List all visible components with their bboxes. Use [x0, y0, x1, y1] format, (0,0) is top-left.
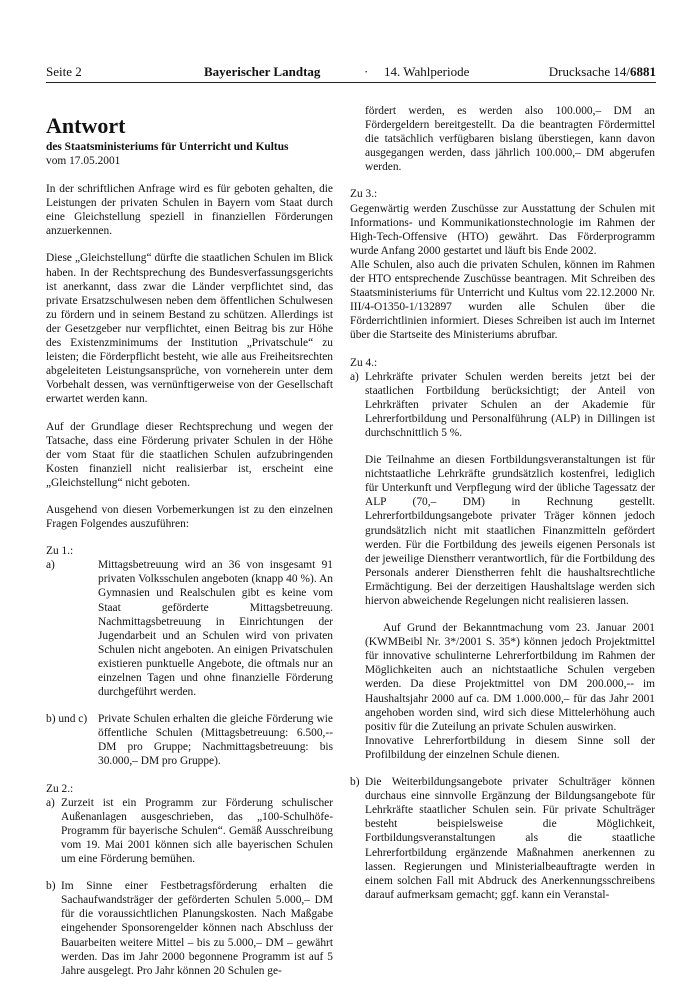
- item-label: b): [46, 880, 56, 893]
- section-heading: Zu 4.:: [350, 356, 378, 369]
- paragraph: Auf der Grundlage dieser Rechtsprechung und wegen der Tatsache, dass eine Förderung privater Schulen in der Höhe der vom Staat für die staatlichen Schulen aufzubringenden Kosten finanziell nicht realisierbar ist, erscheint eine „Gleichstellung“ nicht geboten.: [46, 420, 333, 489]
- print-prefix: Drucksache 14/: [548, 64, 630, 79]
- paragraph: Ausgehend von diesen Vorbemerkungen ist zu den einzelnen Fragen Folgendes auszuführen:: [46, 503, 333, 531]
- item-label: a): [350, 370, 359, 383]
- paragraph: fördert werden, es werden also 100.000,– DM an Fördergeldern bereitgestellt. Da die beantragten Fördermittel die tatsächlich verfügbaren bislang überstiegen, kann davon ausgegangen werden, dass jährlich 100.000,– DM abgerufen werden.: [365, 105, 655, 174]
- doc-subtitle: des Staatsministeriums für Unterricht und Kultus: [46, 141, 289, 153]
- item-text: Zurzeit ist ein Programm zur Förderung schulischer Außenanlagen ausgeschrieben, das „100-Schulhöfe-Programm für bayerische Schulen“. Gemäß Ausschreibung vom 19. Mai 2001 können sich alle bayerischen Schulen um eine Förderung bemühen.: [61, 796, 333, 866]
- print-number: [549, 64, 656, 80]
- list-item: [46, 558, 333, 699]
- section-heading: Zu 1.:: [46, 545, 74, 558]
- legislative-period: 14. Wahlperiode: [384, 64, 470, 79]
- left-column: [46, 110, 333, 991]
- paragraph: [350, 621, 655, 762]
- paragraph-text: Auf Grund der Bekanntmachung vom 23. Januar 2001 (KWMBeibl Nr. 3*/2001 S. 35*) können jedoch Projektmittel für innovative schulinterne Lehrerfortbildung im Rahmen der Möglichkeiten auch an nichtstaatliche Schulen vergeben werden. Da diese Projektmittel von DM 200.000,-- im Haushaltsjahr 2000 auf ca. DM 1.000.000,– für das Jahr 2001 angehoben worden sind, wird sich diese Mittelerhöhung auch positiv für die Zuteilung an private Schulen auswirken.: [365, 622, 655, 733]
- list-item: [46, 879, 333, 978]
- item-label: b): [350, 776, 360, 789]
- header-separator: ·: [364, 64, 369, 79]
- page-header: [46, 64, 656, 82]
- page-number: Seite 2: [46, 64, 82, 79]
- paragraph: Gegenwärtig werden Zuschüsse zur Ausstattung der Schulen mit Informations- und Kommunikationstechnologie im Rahmen der High-Tech-Offensive (HTO) gewährt. Das Förderprogramm wurde Anfang 2000 gestartet und läuft bis Ende 2002.: [350, 202, 655, 257]
- item-label: a): [46, 796, 55, 809]
- item-text: Lehrkräfte privater Schulen werden bereits jetzt bei der staatlichen Fortbildung berücksichtigt; der Anteil von Lehrkräften privater Schulen an der Akademie für Lehrerfortbildung und Personalführung (ALP) in Dillingen ist durchschnittlich 5 %.: [365, 370, 655, 439]
- paragraph: Alle Schulen, also auch die privaten Schulen, können im Rahmen der HTO entsprechende Zuschüsse beantragen. Mit Schreiben des Staatsministeriums für Unterricht und Kultus vom 22.12.2000 Nr. III/4-O1350-1/132897 wurden alle Schulen über die Förderrichtlinien informiert. Dieses Schreiben ist auch im Internet über die Startseite des Ministeriums abrufbar.: [350, 258, 655, 342]
- paragraph-text: Innovative Lehrerfortbildung in diesem Sinne soll der Profilbildung der einzelnen Schule dienen.: [365, 734, 655, 761]
- header-rule: [46, 82, 656, 83]
- list-item: [350, 370, 655, 440]
- item-text: Private Schulen erhalten die gleiche Förderung wie öffentliche Schulen (Mittagsbetreuung: 6.500,-- DM pro Gruppe; Nachmittagsbetreuung: bis 30.000,– DM pro Gruppe).: [98, 713, 333, 768]
- list-item: [46, 712, 333, 768]
- doc-date: vom 17.05.2001: [46, 155, 121, 167]
- item-text: Mittagsbetreuung wird an 36 von insgesamt 91 privaten Volksschulen angeboten (knapp 40 %). An Gymnasien und Realschulen gibt es keine vom Staat geförderte Mittagsbetreuung. Nachmittagsbetreuung in Einrichtungen der Jugendarbeit und an Schulen wird von privaten Schulen nicht angeboten. An einigen Privatschulen existieren punktuelle Angebote, die oftmals nur an einzelnen Tagen und ohne finanzielle Förderung durchgeführt werden.: [98, 559, 333, 699]
- paragraph: In der schriftlichen Anfrage wird es für geboten gehalten, die Leistungen der privaten Schulen in Bayern vom Staat durch eine Gleichstellung speziell in finanziellen Förderungen anzuerkennen.: [46, 183, 333, 238]
- item-text: Im Sinne einer Festbetragsförderung erhalten die Sachaufwandsträger der geförderten Schulen 5.000,– DM für die voraussichtlichen Planungskosten. Nach Maßgabe eingehender Sponsorengelder können nach Abschluss der Bauarbeiten weitere Mittel – bis zu 5.000,– DM – gewährt werden. Das im Jahr 2000 begonnene Programm ist auf 5 Jahre ausgelegt. Pro Jahr können 20 Schulen ge-: [61, 880, 333, 977]
- item-label: a): [46, 559, 55, 572]
- doc-title: Antwort: [46, 113, 126, 138]
- paragraph: Die Teilnahme an diesen Fortbildungsveranstaltungen ist für nichtstaatliche Lehrkräfte grundsätzlich kostenfrei, lediglich für Unterkunft und Verpflegung wird der übliche Tagessatz der ALP (70,– DM) in Rechnung gestellt. Lehrerfortbildungsangebote privater Träger können jedoch grundsätzlich nicht mit staatlichen Finanzmitteln gefördert werden. Für die Fortbildung des jeweils eigenen Personals ist der jeweilige Dienstherr verantwortlich, für die Fortbildung des Personals anderer Dienstherren fehlt die haushaltsrechtliche Ermächtigung. Bei der derzeitigen Haushaltslage werden sich hiervon abweichende Regelungen nicht realisieren lassen.: [365, 454, 655, 607]
- paragraph: Diese „Gleichstellung“ dürfte die staatlichen Schulen im Blick haben. In der Rechtsprechung des Bundesverfassungsgerichts ist anerkannt, dass zwar die Länder verpflichtet sind, das private Ersatzschulwesen neben dem öffentlichen Schulwesen zu fördern und in seinem Bestand zu schützen. Allerdings ist der Gesetzgeber nur verpflichtet, einen Beitrag bis zur Höhe des Existenzminimums der Institution „Privatschule“ zu leisten; die Förderpflicht besteht, wie alle aus Freiheitsrechten abgeleiteten Leistungsansprüche, von vorneherein unter dem Vorbehalt dessen, was vernünftigerweise von der Gesellschaft erwartet werden kann.: [46, 252, 333, 406]
- print-number-value: 6881: [630, 64, 656, 79]
- item-label: b) und c): [46, 713, 88, 726]
- right-column: [350, 104, 655, 915]
- section-heading: Zu 3.:: [350, 188, 378, 201]
- publisher-name: Bayerischer Landtag: [204, 64, 321, 79]
- list-item: [350, 775, 655, 902]
- section-heading: Zu 2.:: [46, 782, 74, 795]
- list-item: [46, 796, 333, 866]
- item-text: Die Weiterbildungsangebote privater Schulträger können durchaus eine sinnvolle Ergänzung der Bildungsangebote für Lehrkräfte staatlicher Schulen sein. Für private Schulträger besteht beispielsweise die Möglichkeit, Fortbildungsveranstaltungen als die staatliche Lehrerfortbildung ergänzende Maßnahmen anerkennen zu lassen. Regierungen und Ministerialbeauftragte werden in einem solchen Fall mit Abdruck des Anerkennungsschreibens darauf aufmerksam gemacht; ggf. kann ein Veranstal-: [365, 776, 655, 901]
